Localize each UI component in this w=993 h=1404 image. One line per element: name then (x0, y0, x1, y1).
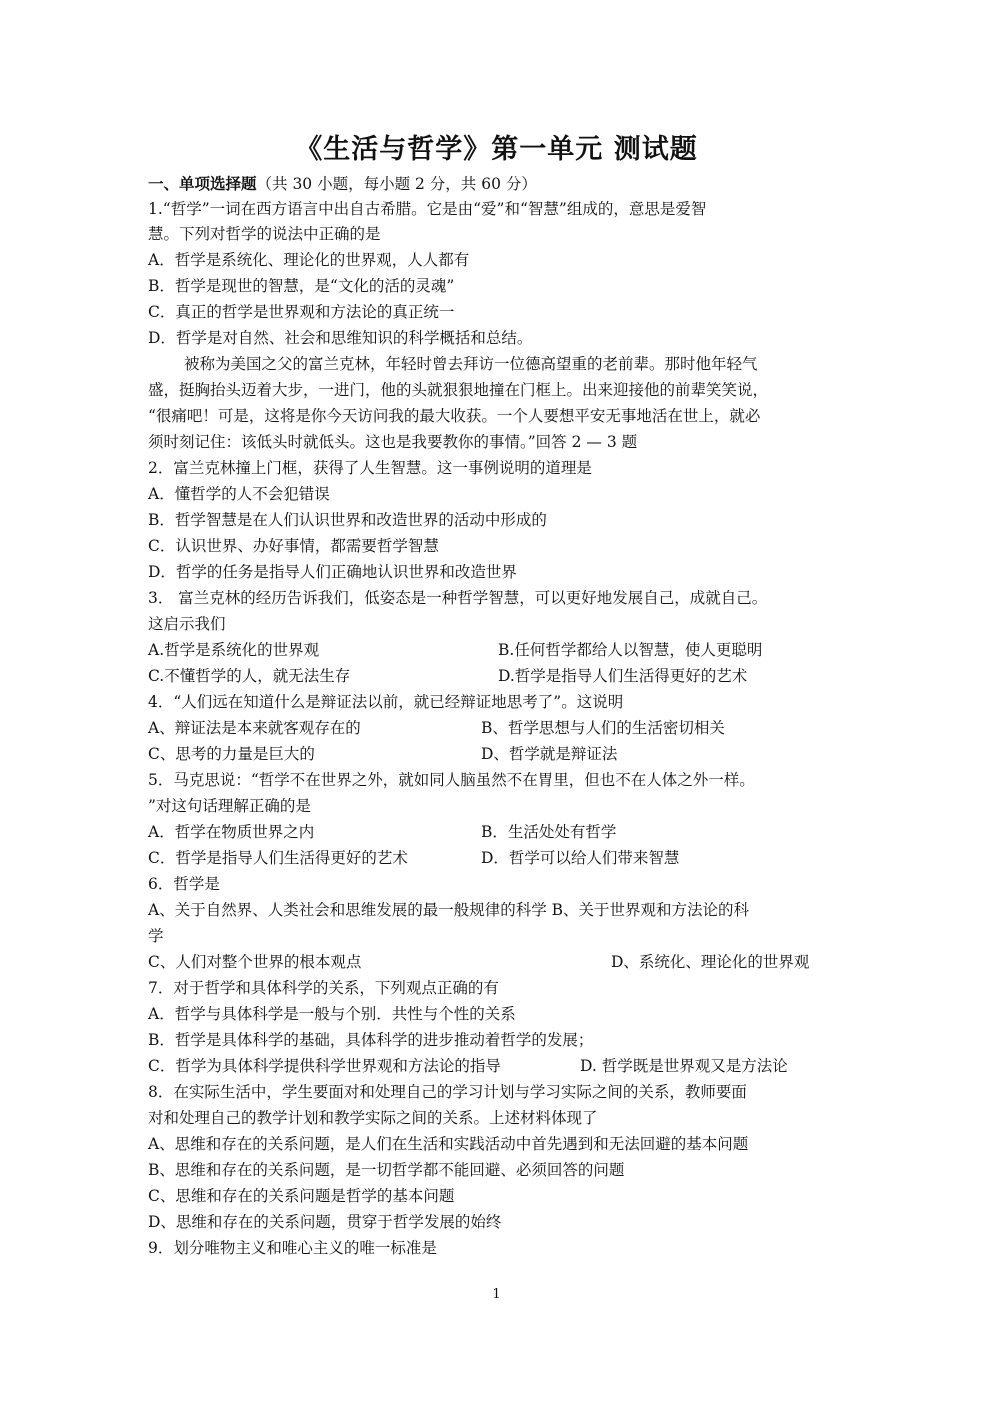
question-3-option-b: B.任何哲学都给人以智慧，使人更聪明 (498, 641, 763, 659)
question-1-option-b: B．哲学是现世的智慧，是“文化的活的灵魂” (148, 277, 455, 295)
question-3-option-a: A.哲学是系统化的世界观 (148, 641, 320, 659)
question-7-option-c: C．哲学为具体科学提供科学世界观和方法论的指导 (148, 1057, 501, 1075)
question-3-option-c: C.不懂哲学的人，就无法生存 (148, 667, 351, 685)
question-4-option-c: C、思考的力量是巨大的 (148, 745, 315, 763)
material-line-2: 盛，挺胸抬头迈着大步，一进门，他的头就狠狠地撞在门框上。出来迎接他的前辈笑笑说， (148, 381, 769, 399)
question-7: 7．对于哲学和具体科学的关系，下列观点正确的有 (148, 979, 499, 997)
question-4-option-a: A、辩证法是本来就客观存在的 (148, 719, 361, 737)
question-1-option-d: D．哲学是对自然、社会和思维知识的科学概括和总结。 (148, 329, 533, 347)
question-8-option-d: D、思维和存在的关系问题，贯穿于哲学发展的始终 (148, 1213, 502, 1231)
document-title: 《生活与哲学》第一单元 测试题 (295, 134, 698, 165)
question-8-line-1: 8．在实际生活中，学生要面对和处理自己的学习计划与学习实际之间的关系，教师要面 (148, 1083, 747, 1101)
question-1-option-c: C．真正的哲学是世界观和方法论的真正统一 (148, 303, 455, 321)
question-4: 4．“人们远在知道什么是辩证法以前，就已经辩证地思考了”。这说明 (148, 693, 624, 711)
question-1-line-1: 1.“哲学”一词在西方语言中出自古希腊。它是由“爱”和“智慧”组成的，意思是爱智 (148, 200, 707, 218)
question-2: 2．富兰克林撞上门框，获得了人生智慧。这一事例说明的道理是 (148, 459, 592, 477)
question-3-line-2: 这启示我们 (148, 615, 226, 633)
question-8-option-c: C、思维和存在的关系问题是哲学的基本问题 (148, 1187, 455, 1205)
page-number: 1 (492, 1287, 501, 1302)
section-heading: 一、单项选择题 (148, 174, 257, 193)
material-line-1: 被称为美国之父的富兰克林，年轻时曾去拜访一位德高望重的老前辈。那时他年轻气 (184, 355, 758, 373)
question-2-option-b: B．哲学智慧是在人们认识世界和改造世界的活动中形成的 (148, 511, 547, 529)
question-2-option-d: D．哲学的任务是指导人们正确地认识世界和改造世界 (148, 563, 517, 581)
question-5-option-c: C．哲学是指导人们生活得更好的艺术 (148, 849, 408, 867)
question-3-option-d: D.哲学是指导人们生活得更好的艺术 (498, 667, 748, 685)
question-4-option-b: B、哲学思想与人们的生活密切相关 (481, 719, 725, 737)
material-line-3: “很痛吧！可是，这将是你今天访问我的最大收获。一个人要想平安无事地活在世上，就必 (148, 407, 761, 425)
question-5-option-d: D．哲学可以给人们带来智慧 (481, 849, 680, 867)
question-4-option-d: D、哲学就是辩证法 (481, 745, 618, 763)
question-6-options-ab: A、关于自然界、人类社会和思维发展的最一般规律的科学 B、关于世界观和方法论的科 (148, 901, 750, 919)
question-2-option-a: A．懂哲学的人不会犯错误 (148, 485, 330, 503)
question-6-option-d: D、系统化、理论化的世界观 (611, 953, 810, 971)
question-6-option-c: C、人们对整个世界的根本观点 (148, 953, 362, 971)
question-5-option-a: A．哲学在物质世界之内 (148, 823, 315, 841)
question-3-line-1: 3． 富兰克林的经历告诉我们，低姿态是一种哲学智慧，可以更好地发展自己，成就自己。 (148, 589, 768, 607)
question-5-option-b: B．生活处处有哲学 (481, 823, 617, 841)
question-7-option-d: D. 哲学既是世界观又是方法论 (580, 1057, 788, 1075)
question-5-line-2: ”对这句话理解正确的是 (148, 797, 311, 815)
question-1-option-a: A．哲学是系统化、理论化的世界观，人人都有 (148, 251, 470, 269)
question-6-options-ab-wrap: 学 (148, 927, 164, 945)
section-heading-line (148, 174, 848, 194)
question-9: 9．划分唯物主义和唯心主义的唯一标准是 (148, 1239, 437, 1257)
question-6: 6．哲学是 (148, 875, 220, 893)
question-2-option-c: C．认识世界、办好事情，都需要哲学智慧 (148, 537, 439, 555)
question-8-option-b: B、思维和存在的关系问题，是一切哲学都不能回避、必须回答的问题 (148, 1161, 625, 1179)
question-8-line-2: 对和处理自己的教学计划和教学实际之间的关系。上述材料体现了 (148, 1109, 598, 1127)
question-5-line-1: 5．马克思说：“哲学不在世界之外，就如同人脑虽然不在胃里，但也不在人体之外一样。 (148, 771, 755, 789)
question-1-line-2: 慧。下列对哲学的说法中正确的是 (148, 225, 381, 243)
question-8-option-a: A、思维和存在的关系问题，是人们在生活和实践活动中首先遇到和无法回避的基本问题 (148, 1135, 749, 1153)
question-7-option-b: B．哲学是具体科学的基础，具体科学的进步推动着哲学的发展； (148, 1031, 594, 1049)
material-line-4: 须时刻记住：该低头时就低头。这也是我要教你的事情。”回答 2 — 3 题 (148, 433, 638, 451)
question-7-option-a: A．哲学与具体科学是一般与个别．共性与个性的关系 (148, 1005, 516, 1023)
section-note: （共 30 小题，每小题 2 分，共 60 分） (256, 175, 537, 193)
